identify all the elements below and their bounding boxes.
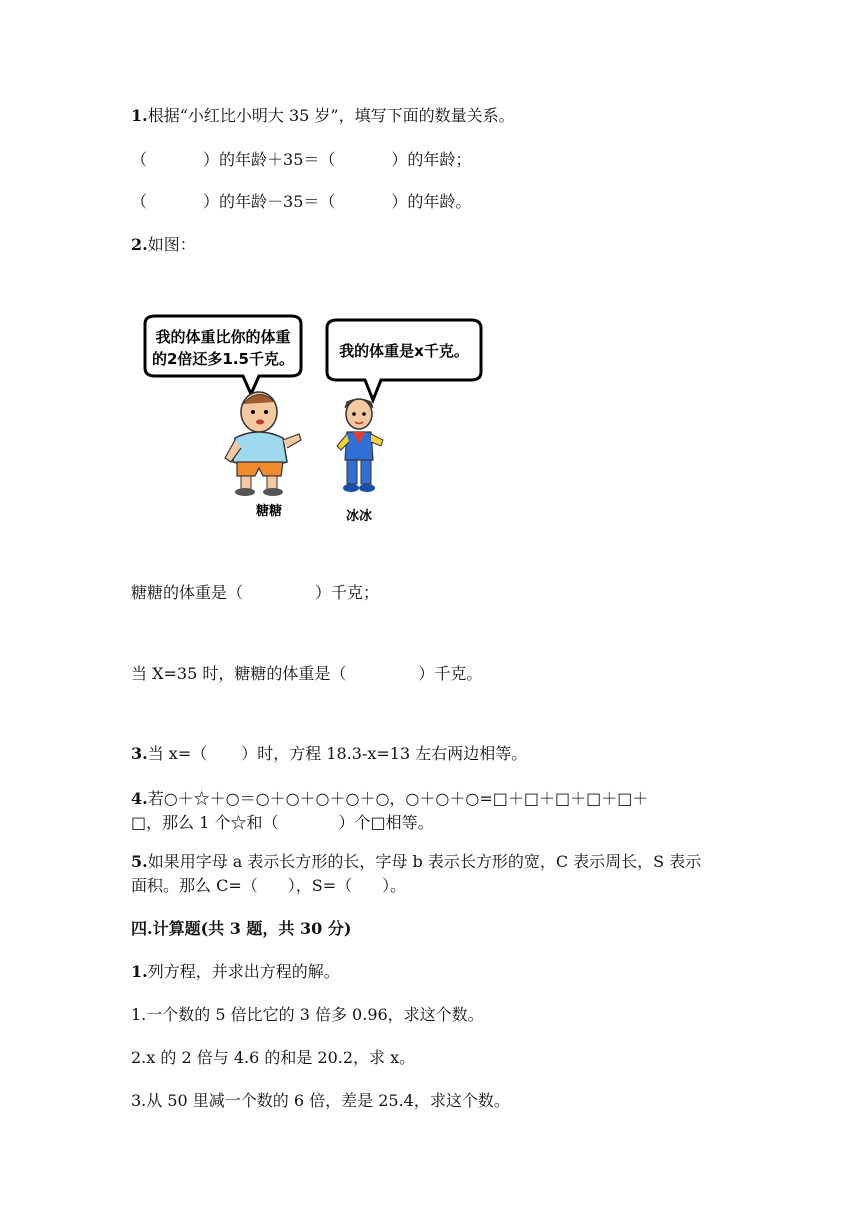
- text: ）。: [382, 876, 407, 895]
- bingbing-figure: [337, 399, 383, 492]
- speech-bubble-bingbing: [327, 320, 481, 400]
- text: 若○＋☆＋○＝○＋○＋○＋○＋○，○＋○＋○=□＋□＋□＋□＋□＋: [147, 789, 649, 808]
- q2-illustration: [131, 310, 491, 525]
- text: ）时，方程 18.3-x=13 左右两边相等。: [241, 744, 528, 763]
- q1-prompt: [131, 106, 515, 125]
- list-item: 3.从 50 里减一个数的 6 倍，差是 25.4，求这个数。: [131, 1091, 510, 1110]
- q1-text: 根据“小红比小明大 35 岁”，填写下面的数量关系。: [147, 106, 515, 125]
- bubble2-text: 我的体重是x千克。: [339, 342, 469, 360]
- q2-fill-weight: [131, 583, 379, 602]
- text: ）千克；: [315, 583, 380, 602]
- s4-q1-number: 1.: [131, 962, 148, 981]
- text: （: [131, 192, 148, 211]
- list-item: 1.一个数的 5 倍比它的 3 倍多 0.96，求这个数。: [131, 1005, 484, 1024]
- text: ）个□相等。: [338, 813, 434, 832]
- q4-number: 4.: [131, 789, 148, 808]
- text: 当 x=（: [147, 744, 208, 763]
- q3-number: 3.: [131, 744, 148, 763]
- q2-number: 2.: [131, 235, 148, 254]
- q1-fill-line-1: [131, 150, 471, 169]
- q5-number: 5.: [131, 852, 148, 871]
- list-item: 2.x 的 2 倍与 4.6 的和是 20.2，求 x。: [131, 1048, 416, 1067]
- text: ）的年龄＋35＝（: [203, 150, 336, 169]
- text: ）的年龄。: [391, 192, 472, 211]
- q5-line-2: [131, 876, 406, 895]
- bubble1-line1: 我的体重比你的体重: [155, 328, 291, 346]
- q4-line-1: [131, 789, 648, 808]
- text: 列方程，并求出方程的解。: [147, 962, 340, 981]
- s4-q1-prompt: [131, 962, 340, 981]
- text: 当 X=35 时，糖糖的体重是（: [131, 664, 347, 683]
- q2-text: 如图：: [147, 235, 196, 254]
- q5-line-1: [131, 852, 701, 871]
- text: 糖糖的体重是（: [131, 583, 244, 602]
- q4-line-2: [131, 813, 434, 832]
- section-title: 四.计算题(共 3 题，共 30 分): [131, 919, 352, 938]
- text: 面积。那么 C=（: [131, 876, 258, 895]
- text: □，那么 1 个☆和（: [131, 813, 279, 832]
- name-bingbing: 冰冰: [345, 509, 373, 524]
- q1-fill-line-2: [131, 192, 471, 211]
- text: ），S=（: [287, 876, 353, 895]
- tangtang-figure: [225, 392, 301, 496]
- q1-number: 1.: [131, 106, 148, 125]
- text: ）千克。: [418, 664, 483, 683]
- q2-fill-x35: [131, 664, 482, 683]
- q3-prompt: [131, 744, 527, 763]
- text: （: [131, 150, 148, 169]
- text: ）的年龄；: [391, 150, 472, 169]
- text: ）的年龄－35＝（: [203, 192, 336, 211]
- speech-bubble-tangtang: [145, 316, 301, 394]
- bubble1-line2: 的2倍还多1.5千克。: [151, 350, 295, 368]
- name-tangtang: 糖糖: [255, 504, 283, 519]
- text: 如果用字母 a 表示长方形的长，字母 b 表示长方形的宽，C 表示周长，S 表示: [147, 852, 702, 871]
- q2-prompt: [131, 235, 196, 254]
